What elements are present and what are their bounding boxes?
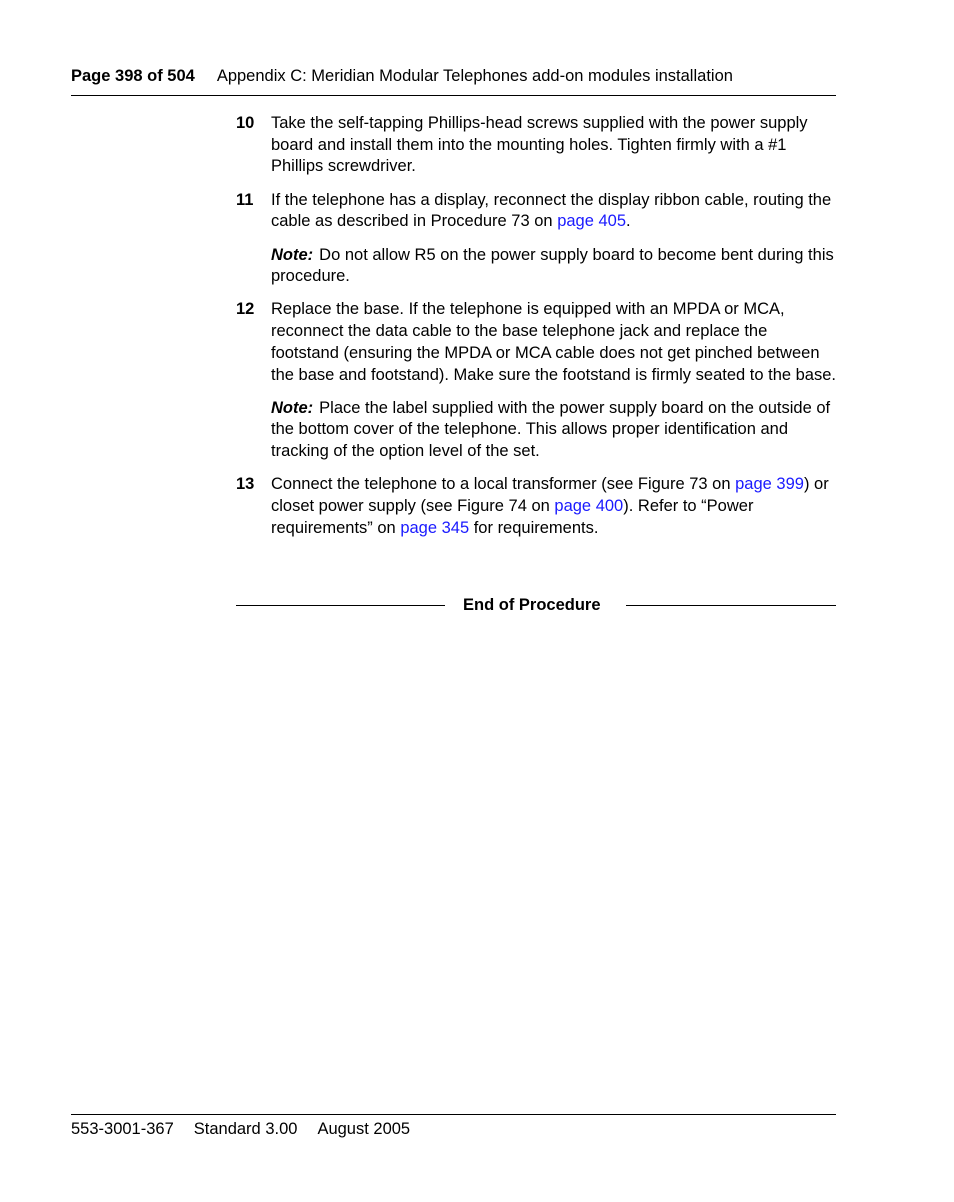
page-405-link[interactable]: page 405 — [557, 212, 627, 231]
divider-left — [236, 605, 445, 606]
page-345-link[interactable]: page 345 — [400, 518, 470, 537]
step-13 — [236, 474, 836, 539]
step-11 — [236, 190, 836, 288]
step-text: Connect the telephone to a local transformer (see Figure 73 on page 399) or closet power supply (see Figure 74 on page 400). Refer to “Power requirements” on page 345 for requirements. — [271, 475, 829, 537]
step-number: 11 — [236, 190, 254, 209]
procedure-steps — [236, 113, 836, 551]
note — [271, 245, 836, 288]
step-text: Replace the base. If the telephone is equipped with an MPDA or MCA, reconnect the data cable to the base telephone jack and replace the footstand (ensuring the MPDA or MCA cable does not get pinched between the base and footstand). Make sure the footstand is firmly seated to the base. — [271, 300, 836, 384]
note-label: Note: — [271, 398, 314, 417]
step-10 — [236, 113, 836, 178]
page-number: Page 398 of 504 — [71, 67, 195, 85]
footer-rule — [71, 1114, 836, 1115]
divider-right — [626, 605, 836, 606]
note-text: Place the label supplied with the power supply board on the outside of the bottom cover of the telephone. This allows proper identification and tracking of the option level of the set. — [271, 398, 831, 461]
page-footer — [71, 1119, 410, 1139]
standard-version: Standard 3.00 — [193, 1120, 298, 1138]
step-number: 10 — [236, 114, 255, 132]
page-399-link[interactable]: page 399 — [735, 475, 804, 494]
end-of-procedure — [236, 594, 836, 616]
note — [271, 398, 836, 463]
step-text: Take the self-tapping Phillips-head screws supplied with the power supply board and install them into the mounting holes. Tighten firmly with a #1 Phillips screwdriver. — [271, 114, 808, 176]
page-header — [71, 66, 836, 86]
step-number: 12 — [236, 300, 255, 319]
note-label: Note: — [271, 245, 314, 264]
header-rule — [71, 95, 836, 96]
step-12 — [236, 299, 836, 462]
page-400-link[interactable]: page 400 — [554, 497, 624, 516]
note-text: Do not allow R5 on the power supply board to become bent during this procedure. — [271, 245, 834, 286]
publication-date: August 2005 — [317, 1120, 411, 1138]
step-text: If the telephone has a display, reconnect the display ribbon cable, routing the cable as described in Procedure 73 on page 405. — [271, 190, 832, 231]
step-number: 13 — [236, 475, 255, 494]
doc-number: 553-3001-367 — [71, 1120, 174, 1138]
chapter-title: Appendix C: Meridian Modular Telephones add-on modules installation — [216, 67, 733, 85]
end-of-procedure-label: End of Procedure — [463, 596, 601, 614]
